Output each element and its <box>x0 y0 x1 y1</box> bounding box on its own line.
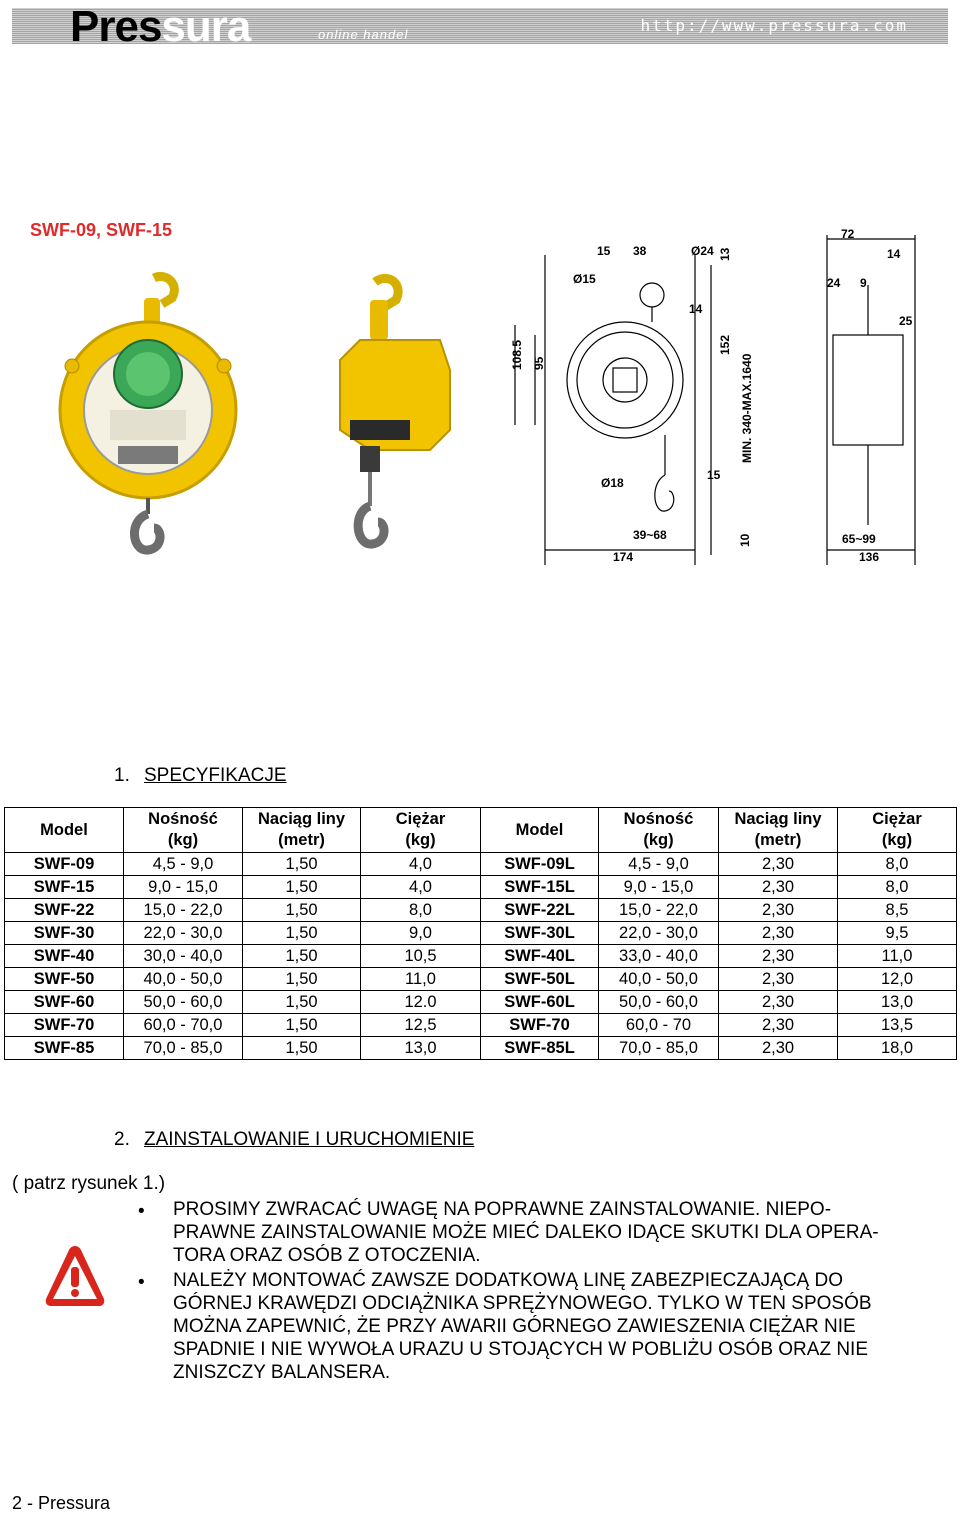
value-cell: 8,0 <box>838 853 957 876</box>
table-row <box>5 968 957 991</box>
dim-25: 25 <box>899 314 913 328</box>
dim-13: 13 <box>718 247 732 261</box>
model-cell: SWF-22L <box>481 899 599 922</box>
value-cell: 1,50 <box>243 853 361 876</box>
value-cell: 1,50 <box>243 899 361 922</box>
technical-drawing <box>505 225 950 575</box>
model-cell: SWF-85L <box>481 1037 599 1060</box>
header-banner <box>12 2 948 51</box>
dim-15: 15 <box>597 244 611 258</box>
logo-press-text: Pres <box>70 2 162 51</box>
value-cell: 2,30 <box>719 876 838 899</box>
column-header-line-1: Nośność <box>623 810 694 828</box>
column-header-line-2: (metr) <box>754 831 802 849</box>
section-2-title: ZAINSTALOWANIE I URUCHOMIENIE <box>144 1129 475 1150</box>
dim-14b: 14 <box>887 247 901 261</box>
model-cell: SWF-85 <box>5 1037 124 1060</box>
table-row <box>5 945 957 968</box>
product-caption: SWF-09, SWF-15 <box>30 220 173 240</box>
page-footer: 2 - Pressura <box>12 1493 111 1513</box>
header-row <box>5 808 957 853</box>
value-cell: 40,0 - 50,0 <box>124 968 243 991</box>
value-cell: 2,30 <box>719 991 838 1014</box>
model-cell: SWF-50L <box>481 968 599 991</box>
model-cell: SWF-22 <box>5 899 124 922</box>
table-row <box>5 922 957 945</box>
column-header <box>481 808 599 853</box>
model-cell: SWF-30 <box>5 922 124 945</box>
model-cell: SWF-09 <box>5 853 124 876</box>
value-cell: 2,30 <box>719 1014 838 1037</box>
model-cell: SWF-70 <box>481 1014 599 1037</box>
table-row <box>5 876 957 899</box>
model-cell: SWF-60L <box>481 991 599 1014</box>
column-header-line-2: (kg) <box>643 831 674 849</box>
table-row <box>5 1014 957 1037</box>
warning-bullet-2-line-2: GÓRNEJ KRAWĘDZI ODCIĄŻNIKA SPRĘŻYNOWEGO. TYLKO W TEN SPOSÓB <box>173 1293 872 1314</box>
column-header <box>5 808 124 853</box>
column-header-line-2: (kg) <box>405 831 436 849</box>
column-header <box>719 808 838 853</box>
model-cell: SWF-70 <box>5 1014 124 1037</box>
column-header-line-1: Nośność <box>148 810 218 828</box>
value-cell: 4,0 <box>361 876 481 899</box>
dim-95: 95 <box>532 356 546 370</box>
warning-bullet-2-line-4: SPADNIE I NIE WYWOŁA URAZU U STOJĄCYCH W POBLIŻU OSÓB ORAZ NIE <box>173 1339 869 1360</box>
section-1-title: SPECYFIKACJE <box>144 765 287 786</box>
bullet-dot-icon: • <box>138 1201 145 1222</box>
warning-bullet-1-line-3: TORA ORAZ OSÓB Z OTOCZENIA. <box>173 1245 481 1266</box>
value-cell: 15,0 - 22,0 <box>599 899 719 922</box>
section-2-number: 2. <box>114 1129 130 1150</box>
column-header-line-2: (kg) <box>167 831 199 849</box>
warning-bullet-2-line-3: MOŻNA ZAPEWNIĆ, ŻE PRZY AWARII GÓRNEGO ZAWIESZENIA CIĘŻAR NIE <box>173 1316 856 1337</box>
warning-bullet-1-line-1: PROSIMY ZWRACAĆ UWAGĘ NA POPRAWNE ZAINSTALOWANIE. NIEPO- <box>173 1199 832 1220</box>
value-cell: 1,50 <box>243 1014 361 1037</box>
column-header-line-1: Naciąg liny <box>734 810 822 828</box>
value-cell: 4,5 - 9,0 <box>599 853 719 876</box>
column-header-line-2: (metr) <box>278 831 325 849</box>
value-cell: 9,0 - 15,0 <box>599 876 719 899</box>
table-row <box>5 991 957 1014</box>
value-cell: 4,5 - 9,0 <box>124 853 243 876</box>
value-cell: 1,50 <box>243 1037 361 1060</box>
value-cell: 2,30 <box>719 899 838 922</box>
column-header <box>361 808 481 853</box>
model-cell: SWF-40 <box>5 945 124 968</box>
dim-152: 152 <box>718 334 732 355</box>
value-cell: 12,0 <box>838 968 957 991</box>
section-2-heading <box>114 1129 474 1151</box>
value-cell: 18,0 <box>838 1037 957 1060</box>
dim-dia24: Ø24 <box>691 244 714 258</box>
value-cell: 70,0 - 85,0 <box>124 1037 243 1060</box>
dim-rope-range: MIN. 340-MAX.1640 <box>740 353 754 463</box>
dim-dia18: Ø18 <box>601 476 624 490</box>
logo-sura-text: sura <box>161 2 251 51</box>
value-cell: 13,5 <box>838 1014 957 1037</box>
warning-icon <box>44 1243 106 1309</box>
value-cell: 33,0 - 40,0 <box>599 945 719 968</box>
value-cell: 22,0 - 30,0 <box>124 922 243 945</box>
value-cell: 1,50 <box>243 876 361 899</box>
warning-bullet-2-line-5: ZNISZCZY BALANSERA. <box>173 1362 391 1383</box>
value-cell: 1,50 <box>243 945 361 968</box>
column-header-line-1: Ciężar <box>872 810 922 828</box>
value-cell: 9,0 <box>361 922 481 945</box>
model-cell: SWF-30L <box>481 922 599 945</box>
table-row <box>5 1037 957 1060</box>
value-cell: 15,0 - 22,0 <box>124 899 243 922</box>
value-cell: 9,5 <box>838 922 957 945</box>
section-1-number: 1. <box>114 765 130 786</box>
pressura-logo[interactable] <box>70 2 250 52</box>
model-cell: SWF-15L <box>481 876 599 899</box>
value-cell: 1,50 <box>243 968 361 991</box>
value-cell: 60,0 - 70 <box>599 1014 719 1037</box>
balancer-front-image <box>58 270 238 560</box>
dim-174: 174 <box>613 550 634 564</box>
column-header-line-1: Model <box>40 820 88 839</box>
value-cell: 70,0 - 85,0 <box>599 1037 719 1060</box>
value-cell: 12,5 <box>361 1014 481 1037</box>
figure-reference-note: ( patrz rysunek 1.) <box>12 1173 166 1194</box>
value-cell: 13,0 <box>838 991 957 1014</box>
balancer-side-image <box>330 270 460 560</box>
warning-bullet-1-line-2: PRAWNE ZAINSTALOWANIE MOŻE MIEĆ DALEKO IDĄCE SKUTKI DLA OPERA- <box>173 1222 879 1243</box>
column-header-line-2: (kg) <box>881 831 913 849</box>
model-cell: SWF-60 <box>5 991 124 1014</box>
dim-15b: 15 <box>707 468 721 482</box>
value-cell: 11,0 <box>838 945 957 968</box>
bullet-dot-icon: • <box>138 1272 145 1293</box>
value-cell: 12.0 <box>361 991 481 1014</box>
warning-bullet-2-line-1: NALEŻY MONTOWAĆ ZAWSZE DODATKOWĄ LINĘ ZABEZPIECZAJĄCĄ DO <box>173 1270 844 1291</box>
model-cell: SWF-09L <box>481 853 599 876</box>
value-cell: 60,0 - 70,0 <box>124 1014 243 1037</box>
column-header <box>243 808 361 853</box>
value-cell: 4,0 <box>361 853 481 876</box>
value-cell: 10,5 <box>361 945 481 968</box>
value-cell: 50,0 - 60,0 <box>599 991 719 1014</box>
value-cell: 2,30 <box>719 922 838 945</box>
value-cell: 2,30 <box>719 945 838 968</box>
value-cell: 1,50 <box>243 991 361 1014</box>
dim-dia15: Ø15 <box>573 272 596 286</box>
model-cell: SWF-15 <box>5 876 124 899</box>
value-cell: 2,30 <box>719 1037 838 1060</box>
dim-65-99: 65~99 <box>842 532 876 546</box>
model-cell: SWF-40L <box>481 945 599 968</box>
value-cell: 50,0 - 60,0 <box>124 991 243 1014</box>
table-row <box>5 853 957 876</box>
value-cell: 8,5 <box>838 899 957 922</box>
column-header <box>838 808 957 853</box>
column-header-line-1: Ciężar <box>395 810 446 828</box>
site-url-link[interactable]: http://www.pressura.com <box>640 16 908 35</box>
value-cell: 22,0 - 30,0 <box>599 922 719 945</box>
dim-72: 72 <box>841 227 855 241</box>
column-header-line-1: Naciąg liny <box>257 810 346 828</box>
logo-subtitle: online handel <box>318 27 409 42</box>
dim-108-5: 108.5 <box>510 339 524 370</box>
column-header <box>599 808 719 853</box>
value-cell: 9,0 - 15,0 <box>124 876 243 899</box>
value-cell: 40,0 - 50,0 <box>599 968 719 991</box>
value-cell: 30,0 - 40,0 <box>124 945 243 968</box>
value-cell: 13,0 <box>361 1037 481 1060</box>
dim-38: 38 <box>633 244 647 258</box>
dim-39-68: 39~68 <box>633 528 667 542</box>
warning-bullet-1 <box>138 1198 938 1267</box>
dim-9: 9 <box>860 276 867 290</box>
value-cell: 2,30 <box>719 968 838 991</box>
model-cell: SWF-50 <box>5 968 124 991</box>
value-cell: 8,0 <box>361 899 481 922</box>
spec-table-body <box>5 853 957 1060</box>
value-cell: 11,0 <box>361 968 481 991</box>
warning-bullet-2 <box>138 1269 938 1384</box>
column-header <box>124 808 243 853</box>
value-cell: 2,30 <box>719 853 838 876</box>
column-header-line-1: Model <box>515 820 564 839</box>
spec-table-header <box>5 808 957 853</box>
section-1-heading <box>114 765 287 787</box>
spec-table <box>4 807 957 1060</box>
dim-24: 24 <box>827 276 841 290</box>
dim-14: 14 <box>689 302 703 316</box>
value-cell: 1,50 <box>243 922 361 945</box>
installation-warnings <box>138 1198 938 1384</box>
dim-10: 10 <box>738 533 752 547</box>
value-cell: 8,0 <box>838 876 957 899</box>
dim-136: 136 <box>859 550 880 564</box>
table-row <box>5 899 957 922</box>
